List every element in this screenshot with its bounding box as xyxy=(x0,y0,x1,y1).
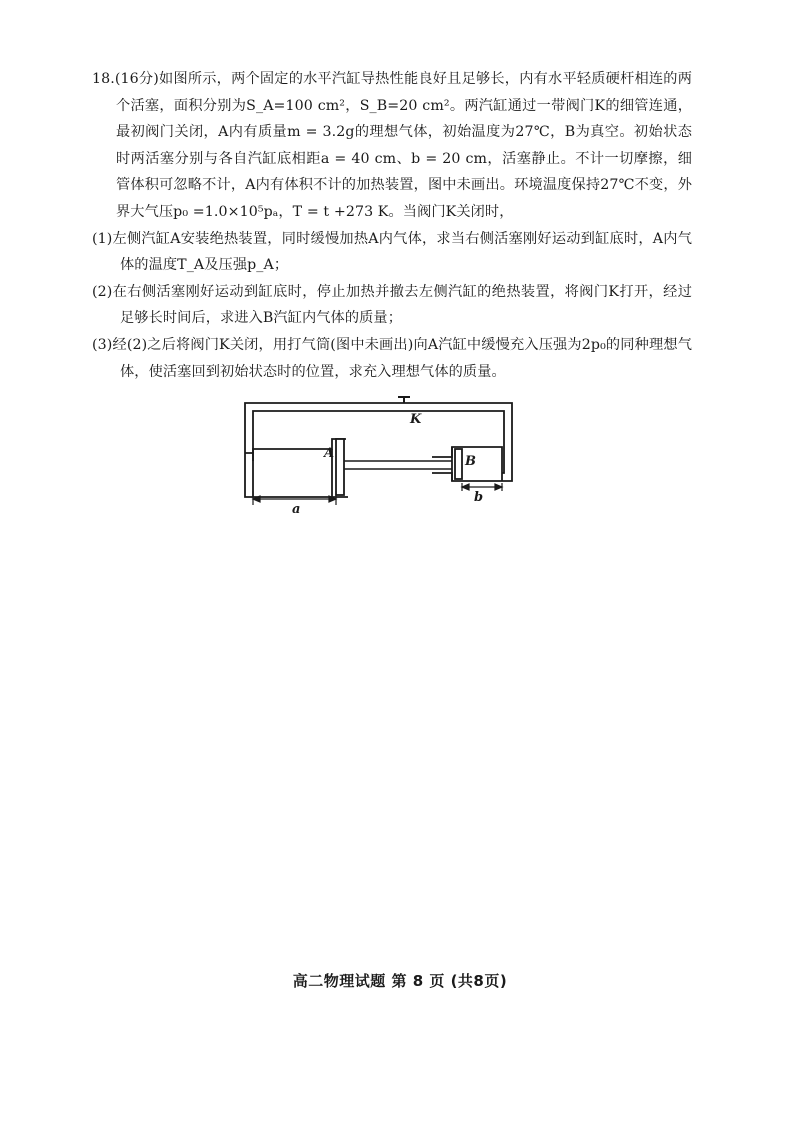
label-valve-k: K xyxy=(410,412,422,427)
label-dimension-b: b xyxy=(474,490,484,505)
question-3: (3)经(2)之后将阀门K关闭，用打气筒(图中未画出)向A汽缸中缓慢充入压强为2p₀的同种理想气体，使活塞回到初始状态时的位置，求充入理想气体的质量。 xyxy=(92,336,692,380)
label-a-cylinder: A xyxy=(324,446,335,461)
piston-a xyxy=(336,439,344,495)
connecting-rod xyxy=(344,461,452,469)
piston-b xyxy=(455,449,462,479)
cylinder-diagram xyxy=(240,395,530,520)
label-dimension-a: a xyxy=(292,502,301,517)
question-2: (2)在右侧活塞刚好运动到缸底时，停止加热并撤去左侧汽缸的绝热装置，将阀门K打开，经过足够长时间后，求进入B汽缸内气体的质量； xyxy=(92,283,692,327)
cylinder-diagram-svg xyxy=(240,395,530,520)
label-b-cylinder: B xyxy=(465,454,476,469)
problem-18 xyxy=(92,66,692,385)
page-footer: 高二物理试题 第 8 页 (共8页) xyxy=(292,972,508,990)
problem-intro: 18.(16分)如图所示，两个固定的水平汽缸导热性能良好且足够长，内有水平轻质硬杆相连的两个活塞，面积分别为S_A=100 cm²，S_B=20 cm²。两汽缸通过一带阀门K的细管连通，最初阀门关闭，A内有质量m = 3.2g的理想气体，初始温度为27℃，B为真空。初始状态时两活塞分别与各自汽缸底相距a = 40 cm、b = 20 cm，活塞静止。不计一切摩擦，细管体积可忽略不计，A内有体积不计的加热装置，图中未画出。环境温度保持27℃不变，外界大气压p₀ =1.0×10⁵pₐ，T = t +273 K。当阀门K关闭时， xyxy=(92,71,692,220)
question-1: (1)左侧汽缸A安装绝热装置，同时缓慢加热A内气体，求当右侧活塞刚好运动到缸底时，A内气体的温度T_A及压强p_A； xyxy=(92,230,692,274)
